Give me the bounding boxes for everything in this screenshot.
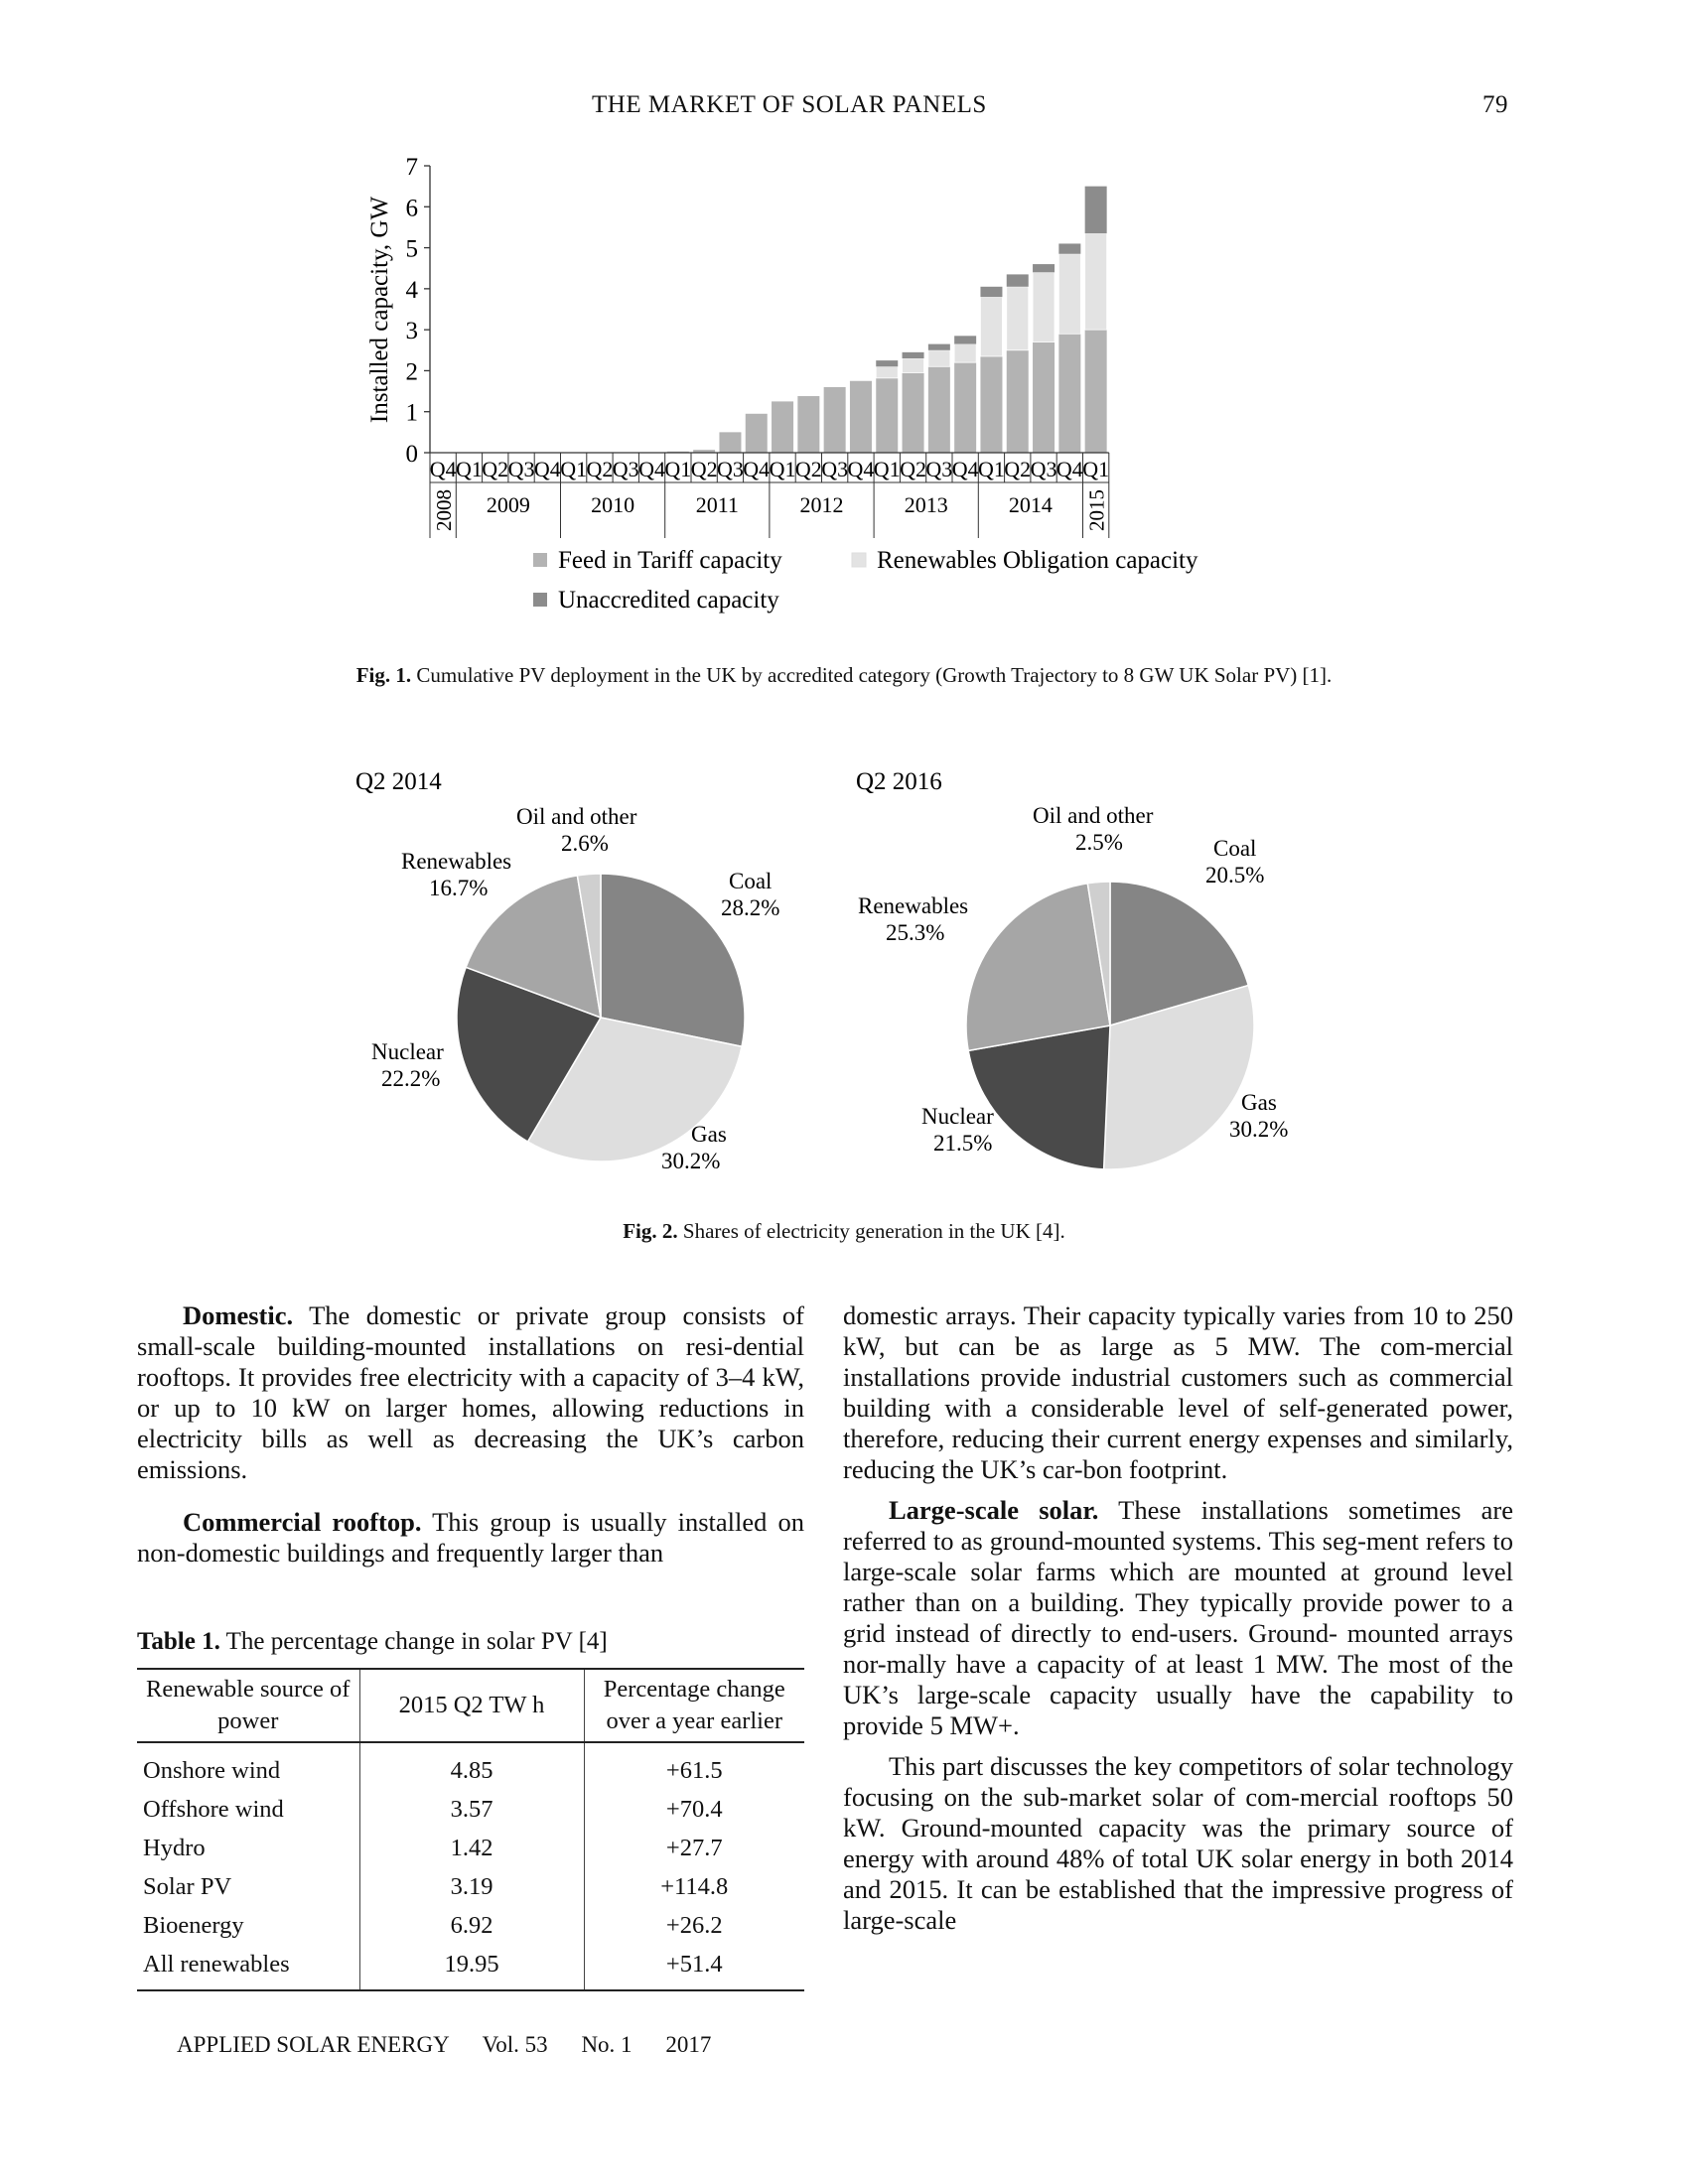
bar-segment: [1033, 264, 1055, 272]
x-tick-label: Q1: [1082, 457, 1110, 481]
table-cell-source: Hydro: [137, 1829, 359, 1867]
bar-segment: [1058, 254, 1080, 335]
pie-1-label-coal-value: 28.2%: [721, 895, 780, 920]
pie-2-title: Q2 2016: [856, 768, 942, 795]
pie-2-label-renewables-value: 25.3%: [886, 920, 945, 945]
legend-swatch: [533, 553, 547, 567]
bar-segment: [876, 366, 898, 378]
year-label: 2014: [1008, 492, 1053, 517]
table-cell-source: Offshore wind: [137, 1790, 359, 1829]
footer-volume: Vol. 53: [482, 2032, 548, 2057]
pie-2-label-nuclear-value: 21.5%: [933, 1131, 993, 1156]
table-cell-twh: 3.57: [359, 1790, 584, 1829]
figure-2-pie-charts: [0, 754, 1688, 1191]
bar-segment: [1033, 272, 1055, 341]
bar-segment: [1085, 187, 1107, 233]
y-tick-label: 3: [405, 318, 418, 345]
pie-2-label-oil-name: Oil and other: [1033, 803, 1154, 828]
paragraph-domestic: [137, 1300, 804, 1485]
paragraph-large-scale-text: These installations sometimes are referred to as ground-mounted systems. This seg-ment refers to large-scale solar farms which are mounted at ground level rather than on a building. They typically provide power to a grid instead of directly to end-users. Ground- mounted arrays nor-mally have a capacity of at least 1 MW. The most of the UK’s large-scale capacity usually have the capability to provide 5 MW+.: [843, 1495, 1514, 1740]
table-cell-change: +27.7: [665, 1834, 723, 1861]
bar-segment: [1033, 342, 1055, 453]
bar-segment: [928, 344, 950, 350]
table-cell-change: +70.4: [665, 1795, 723, 1823]
figure-1-caption-text: Cumulative PV deployment in the UK by accredited category (Growth Trajectory to 8 GW UK Solar PV) [1].: [416, 663, 1333, 687]
paragraph-commercial-text: This group is usually installed on non-domestic buildings and frequently larger than: [137, 1507, 805, 1568]
x-tick-label: Q1: [873, 457, 901, 481]
figure-1-label: Fig. 1.: [355, 663, 412, 687]
bar-segment: [980, 297, 1002, 356]
figure-2-label: Fig. 2.: [623, 1219, 678, 1243]
bar-segment: [980, 356, 1002, 453]
y-tick-label: 1: [405, 399, 418, 427]
table-header-row: [137, 1669, 804, 1742]
table-cell-twh: 3.19: [359, 1867, 584, 1906]
table-1-caption: [137, 1628, 608, 1656]
table-cell-source: Solar PV: [137, 1867, 359, 1906]
pie-2-label-oil-value: 2.5%: [1075, 830, 1123, 855]
bar-segment: [1085, 233, 1107, 330]
paragraph-commercial-heading: Commercial rooftop.: [183, 1507, 422, 1537]
table-cell-change: +51.4: [665, 1950, 723, 1978]
table-cell-change: +26.2: [665, 1911, 723, 1939]
table-cell-source: All renewables: [137, 1945, 359, 1990]
bar-segment: [824, 387, 846, 453]
x-tick-label: Q3: [507, 457, 535, 481]
year-label: 2015: [1084, 489, 1109, 531]
table-row: [137, 1945, 804, 1990]
year-label: 2008: [432, 489, 457, 531]
x-tick-label: Q3: [717, 457, 744, 481]
x-tick-label: Q3: [612, 457, 639, 481]
legend-label: Unaccredited capacity: [558, 587, 779, 614]
table-header-change: Percentage change over a year earlier: [603, 1676, 785, 1734]
table-row: [137, 1867, 804, 1906]
year-label: 2009: [486, 492, 530, 517]
pie-2-label-gas-value: 30.2%: [1229, 1117, 1289, 1142]
figure-2-caption: [0, 1219, 1688, 1244]
pie-1-label-coal-name: Coal: [729, 869, 773, 893]
page-number: 79: [1482, 91, 1508, 118]
bar-segment: [954, 362, 976, 453]
y-tick-label: 5: [405, 235, 418, 263]
x-tick-label: Q3: [1030, 457, 1057, 481]
footer-year: 2017: [665, 2032, 712, 2057]
bar-segment: [1007, 274, 1029, 286]
bar-segment: [954, 344, 976, 363]
bar-segment: [719, 432, 741, 453]
y-tick-label: 6: [405, 195, 418, 222]
x-tick-label: Q1: [664, 457, 692, 481]
table-cell-twh: 6.92: [359, 1906, 584, 1945]
legend-label: Renewables Obligation capacity: [877, 547, 1198, 574]
footer-journal: APPLIED SOLAR ENERGY: [177, 2032, 449, 2057]
x-tick-label: Q2: [690, 457, 718, 481]
left-column: [137, 1300, 804, 1569]
table-cell-twh: 19.95: [359, 1945, 584, 1990]
bar-segment: [1007, 287, 1029, 350]
paragraph-commercial: [137, 1507, 804, 1569]
y-tick-label: 2: [405, 358, 418, 386]
table-cell-twh: 1.42: [359, 1829, 584, 1867]
pie-1-label-renewables-name: Renewables: [401, 849, 512, 874]
bar-segment: [772, 401, 793, 453]
year-label: 2010: [591, 492, 635, 517]
paragraph-large-scale-heading: Large-scale solar.: [889, 1495, 1099, 1525]
year-label: 2012: [799, 492, 844, 517]
table-1-label: Table 1.: [137, 1628, 220, 1655]
x-tick-label: Q2: [900, 457, 926, 481]
paragraph-domestic-arrays: domestic arrays. Their capacity typically varies from 10 to 250 kW, but can be as large as 5 MW. The com-mercial installations provide industrial customers such as commercial building with a considerable level of self-generated power, therefore, reducing their current energy expenses and similarly, reducing the UK’s car-bon footprint.: [843, 1300, 1513, 1484]
pie-1-label-gas-value: 30.2%: [661, 1149, 721, 1173]
paragraph-domestic-heading: Domestic.: [183, 1300, 294, 1330]
table-1-caption-text: The percentage change in solar PV [4]: [225, 1628, 608, 1655]
bar-segment: [1058, 334, 1080, 453]
table-row: [137, 1829, 804, 1867]
x-tick-label: Q2: [586, 457, 614, 481]
table-row: [137, 1790, 804, 1829]
x-tick-label: Q1: [560, 457, 588, 481]
pie-2-label-nuclear-name: Nuclear: [921, 1104, 994, 1129]
pie-2-label-gas-name: Gas: [1241, 1090, 1277, 1115]
table-cell-change: +61.5: [665, 1756, 723, 1784]
bar-segment: [1007, 350, 1029, 453]
paragraph-domestic-text: The domestic or private group consists of small-scale building-mounted installations on resi-dential rooftops. It provides free electricity with a capacity of 3–4 kW, or up to 10 kW on larger homes, allowing reductions in electricity bills as well as decreasing the UK’s carbon emissions.: [137, 1300, 804, 1484]
bar-segment: [797, 396, 819, 453]
pie-2-label-coal-value: 20.5%: [1205, 863, 1265, 887]
table-header-source: Renewable source of power: [137, 1669, 359, 1742]
x-tick-label: Q4: [429, 457, 457, 481]
figure-1-caption: [0, 663, 1688, 688]
table-row: [137, 1906, 804, 1945]
y-axis-title: Installed capacity, GW: [366, 196, 393, 424]
year-label: 2013: [904, 492, 948, 517]
x-tick-label: Q4: [951, 457, 979, 481]
bar-segment: [746, 414, 768, 453]
x-tick-label: Q4: [743, 457, 771, 481]
bar-segment: [876, 378, 898, 453]
table-cell-change: +114.8: [660, 1872, 729, 1900]
legend-swatch: [852, 553, 866, 567]
x-tick-label: Q2: [794, 457, 822, 481]
pie-1-label-nuclear-value: 22.2%: [381, 1066, 441, 1091]
paragraph-competitors: This part discusses the key competitors of solar technology focusing on the sub-market solar of com-mercial rooftops 50 kW. Ground-mounted capacity was the primary source of energy with around 48% of total UK solar energy in both 2014 and 2015. It can be established that the impressive progress of large-scale: [843, 1751, 1513, 1935]
bar-segment: [850, 381, 872, 453]
pie-1-label-oil-name: Oil and other: [516, 804, 637, 829]
table-cell-source: Bioenergy: [137, 1906, 359, 1945]
year-label: 2011: [695, 492, 739, 517]
pie-2-label-coal-name: Coal: [1213, 836, 1257, 861]
table-1: [137, 1668, 804, 1991]
x-tick-label: Q4: [638, 457, 665, 481]
bar-segment: [928, 350, 950, 367]
x-tick-label: Q4: [847, 457, 875, 481]
x-tick-label: Q1: [456, 457, 483, 481]
x-tick-label: Q4: [1055, 457, 1083, 481]
legend-swatch: [533, 593, 547, 607]
bar-segment: [903, 372, 924, 453]
bar-segment: [1058, 243, 1080, 253]
x-tick-label: Q1: [978, 457, 1005, 481]
figure-2-caption-text: Shares of electricity generation in the UK [4].: [682, 1219, 1065, 1243]
pie-2-label-renewables-name: Renewables: [858, 893, 969, 918]
table-row: [137, 1742, 804, 1790]
bar-segment: [903, 358, 924, 372]
pie-1-title: Q2 2014: [355, 768, 442, 795]
bar-segment: [1085, 330, 1107, 453]
x-tick-label: Q1: [769, 457, 796, 481]
y-tick-label: 0: [405, 441, 418, 468]
table-cell-source: Onshore wind: [137, 1742, 359, 1790]
x-tick-label: Q2: [482, 457, 509, 481]
page-footer: [177, 2032, 711, 2058]
right-column: [843, 1300, 1513, 1936]
x-tick-label: Q3: [925, 457, 953, 481]
y-tick-label: 7: [405, 154, 418, 181]
bar-segment: [928, 366, 950, 453]
y-tick-label: 4: [405, 276, 418, 304]
x-tick-label: Q2: [1004, 457, 1032, 481]
bar-segment: [954, 336, 976, 343]
x-tick-label: Q3: [821, 457, 849, 481]
figure-1-bar-chart: [0, 0, 1688, 635]
x-tick-label: Q4: [533, 457, 561, 481]
bar-segment: [876, 360, 898, 366]
bar-segment: [980, 287, 1002, 297]
paragraph-large-scale: [843, 1495, 1513, 1741]
pie-slice: [966, 884, 1110, 1051]
table-cell-twh: 4.85: [359, 1742, 584, 1790]
pie-1-label-nuclear-name: Nuclear: [371, 1039, 444, 1064]
pie-1-label-renewables-value: 16.7%: [429, 876, 489, 900]
table-header-twh: 2015 Q2 TW h: [359, 1669, 584, 1742]
bar-segment: [903, 352, 924, 358]
pie-1-label-gas-name: Gas: [691, 1122, 727, 1147]
legend-label: Feed in Tariff capacity: [558, 547, 782, 574]
running-header-title: THE MARKET OF SOLAR PANELS: [592, 91, 987, 118]
pie-1-label-oil-value: 2.6%: [561, 831, 609, 856]
footer-number: No. 1: [581, 2032, 633, 2057]
